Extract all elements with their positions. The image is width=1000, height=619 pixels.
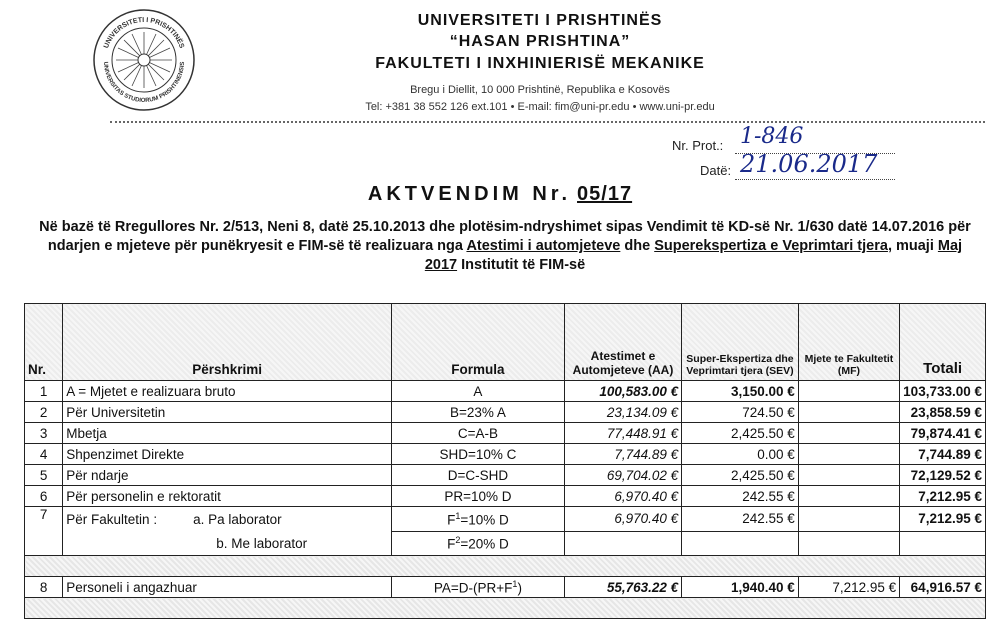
intro-link-month: Maj 2017 <box>424 238 963 273</box>
date-label: Datë: <box>700 163 732 178</box>
cell-description <box>63 531 392 556</box>
cell-aa: 69,704.02 € <box>564 465 681 486</box>
formula-part: ) <box>517 580 522 596</box>
header-formula: Formula <box>391 304 564 381</box>
cell-total: 103,733.00 € <box>900 381 986 402</box>
cell-total <box>900 531 986 556</box>
cell-total: 72,129.52 € <box>900 465 986 486</box>
cell-mf <box>798 423 899 444</box>
date-handwritten: 21.06.2017 <box>740 150 878 178</box>
table-header-row <box>25 304 986 381</box>
cell-sev: 3,150.00 € <box>682 381 799 402</box>
cell-sev: 2,425.50 € <box>682 423 799 444</box>
table-row <box>25 577 986 598</box>
university-subtitle: “HASAN PRISHTINA” <box>449 33 631 50</box>
formula-part: F <box>447 512 456 527</box>
allocation-table <box>24 303 986 619</box>
university-seal <box>92 8 196 112</box>
cell-aa: 6,970.40 € <box>564 507 681 532</box>
intro-paragraph <box>30 218 980 275</box>
cell-total: 7,744.89 € <box>900 444 986 465</box>
cell-mf <box>798 531 899 556</box>
cell-sev: 0.00 € <box>682 444 799 465</box>
svg-text:UNIVERSITAS STUDIORUM PRISHTIN: UNIVERSITAS STUDIORUM PRISHTINENSIS <box>101 61 187 105</box>
protocol-label: Nr. Prot.: <box>672 138 724 153</box>
cell-description: Për ndarje <box>63 465 392 486</box>
cell-nr: 6 <box>25 486 63 507</box>
cell-total: 7,212.95 € <box>900 486 986 507</box>
formula-part: =20% D <box>460 536 509 552</box>
header-nr: Nr. <box>25 304 63 381</box>
table-row <box>25 444 986 465</box>
table-row <box>25 507 986 532</box>
table-spacer-row <box>25 598 986 619</box>
formula-sup: 1 <box>455 510 461 521</box>
cell-total: 64,916.57 € <box>900 577 986 598</box>
spacer-cell <box>25 556 986 577</box>
cell-aa <box>564 531 681 556</box>
formula-sup: 2 <box>455 535 461 545</box>
cell-sev: 242.55 € <box>682 507 799 532</box>
sub-a-label: a. Pa laborator <box>193 511 282 527</box>
cell-description: A = Mjetet e realizuara bruto <box>63 381 392 402</box>
cell-formula: A <box>391 381 564 402</box>
cell-formula: C=A-B <box>391 423 564 444</box>
table-row <box>25 381 986 402</box>
cell-description: Shpenzimet Direkte <box>63 444 392 465</box>
cell-formula: PR=10% D <box>391 486 564 507</box>
faculty-label: Për Fakultetin : <box>66 511 158 527</box>
cell-nr: 5 <box>25 465 63 486</box>
protocol-number-handwritten: 1-846 <box>740 124 804 149</box>
cell-total: 7,212.95 € <box>900 507 986 532</box>
header-aa: Atestimet e Automjeteve (AA) <box>564 304 681 381</box>
cell-aa: 55,763.22 € <box>564 577 681 598</box>
table-spacer-row <box>25 556 986 577</box>
cell-aa: 100,583.00 € <box>564 381 681 402</box>
cell-mf <box>798 444 899 465</box>
faculty-name: FAKULTETI I INXHINIERISË MEKANIKE <box>375 55 705 72</box>
header-total: Totali <box>900 304 986 381</box>
cell-aa: 7,744.89 € <box>564 444 681 465</box>
table-row <box>25 465 986 486</box>
cell-mf <box>798 465 899 486</box>
header-mf: Mjete te Fakultetit (MF) <box>798 304 899 381</box>
cell-formula <box>391 577 564 598</box>
cell-description: Personeli i angazhuar <box>63 577 392 598</box>
intro-link-superekspertiza: Superekspertiza e Veprimtari tjera <box>654 238 888 254</box>
university-name: UNIVERSITETI I PRISHTINËS <box>417 12 663 29</box>
cell-formula <box>391 531 564 556</box>
header-divider <box>110 121 985 123</box>
cell-nr: 1 <box>25 381 63 402</box>
cell-mf <box>798 507 899 532</box>
cell-aa: 6,970.40 € <box>564 486 681 507</box>
cell-formula: SHD=10% C <box>391 444 564 465</box>
intro-link-atestimi: Atestimi i automjeteve <box>466 238 621 254</box>
formula-part: =10% D <box>460 512 509 527</box>
cell-formula: B=23% A <box>391 402 564 423</box>
cell-sev: 724.50 € <box>682 402 799 423</box>
cell-sev: 242.55 € <box>682 486 799 507</box>
document-title <box>0 183 1000 206</box>
intro-part3: , muaji <box>887 238 938 254</box>
cell-mf: 7,212.95 € <box>798 577 899 598</box>
cell-nr: 7 <box>25 507 63 556</box>
cell-nr: 2 <box>25 402 63 423</box>
header-sev: Super-Ekspertiza dhe Veprimtari tjera (SEV) <box>682 304 799 381</box>
table-row <box>25 531 986 556</box>
cell-total: 23,858.59 € <box>900 402 986 423</box>
address-line: Bregu i Diellit, 10 000 Prishtinë, Republika e Kosovës <box>410 84 670 96</box>
cell-formula: D=C-SHD <box>391 465 564 486</box>
sub-b-label: b. Me laborator <box>216 535 308 551</box>
intro-part2: dhe <box>620 238 655 254</box>
formula-part: PA=D-(PR+F <box>433 580 513 596</box>
formula-sup: 1 <box>512 578 518 589</box>
cell-aa: 23,134.09 € <box>564 402 681 423</box>
cell-aa: 77,448.91 € <box>564 423 681 444</box>
intro-part1: Në bazë të Rregullores Nr. 2/513, Neni 8, datë 25.10.2013 dhe plotësim-ndryshimet sipas Vendimit të KD-së Nr. 1/630 datë 14.07.2016 për ndarjen e mjeteve për punëkryesit e FIM-së të realizuara nga <box>39 219 971 254</box>
cell-nr: 8 <box>25 577 63 598</box>
cell-description: Mbetja <box>63 423 392 444</box>
cell-description: Për Universitetin <box>63 402 392 423</box>
contact-line: Tel: +381 38 552 126 ext.101 • E-mail: fim@uni-pr.edu • www.uni-pr.edu <box>365 101 715 113</box>
table-row <box>25 486 986 507</box>
cell-mf <box>798 381 899 402</box>
cell-sev: 2,425.50 € <box>682 465 799 486</box>
header-description: Përshkrimi <box>63 304 392 381</box>
title-text: AKTVENDIM Nr. <box>367 183 572 205</box>
date-dotted-line <box>735 179 895 180</box>
cell-formula <box>391 507 564 532</box>
svg-text:UNIVERSITETI I PRISHTINËS: UNIVERSITETI I PRISHTINËS <box>102 16 186 50</box>
cell-total: 79,874.41 € <box>900 423 986 444</box>
cell-mf <box>798 402 899 423</box>
cell-sev <box>682 531 799 556</box>
spacer-cell <box>25 598 986 619</box>
cell-mf <box>798 486 899 507</box>
cell-nr: 3 <box>25 423 63 444</box>
intro-part4: Institutit të FIM-së <box>457 257 586 273</box>
cell-nr: 4 <box>25 444 63 465</box>
cell-description <box>63 507 392 532</box>
cell-description: Për personelin e rektoratit <box>63 486 392 507</box>
title-number: 05/17 <box>577 183 633 205</box>
table-row <box>25 402 986 423</box>
formula-part: F <box>447 536 456 552</box>
cell-sev: 1,940.40 € <box>682 577 799 598</box>
table-row <box>25 423 986 444</box>
